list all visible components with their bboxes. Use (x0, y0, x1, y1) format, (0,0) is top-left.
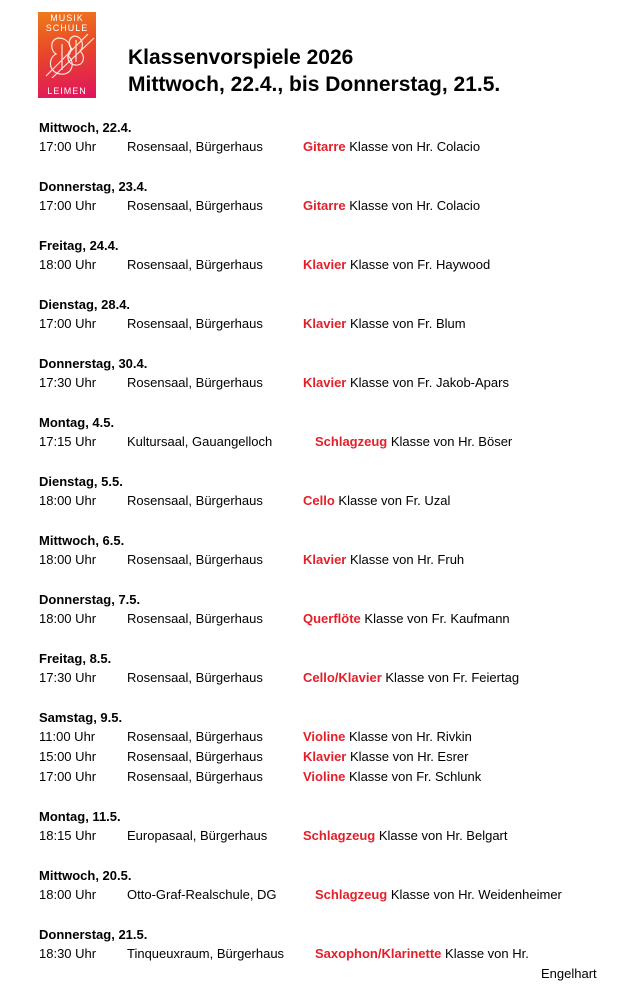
event-time: 18:30 Uhr (39, 946, 97, 961)
instrument-label: Klavier (303, 749, 347, 764)
event-row (39, 668, 619, 688)
instrument-label: Klavier (303, 316, 347, 331)
class-teacher: Klasse von Fr. Jakob-Apars (350, 375, 509, 390)
instrument-label: Cello (303, 493, 335, 508)
event-venue: Rosensaal, Bürgerhaus (127, 139, 263, 154)
event-row (39, 767, 619, 787)
event-venue: Rosensaal, Bürgerhaus (127, 749, 263, 764)
class-teacher: Klasse von Fr. Feiertag (385, 670, 520, 685)
event-venue: Rosensaal, Bürgerhaus (127, 316, 263, 331)
schedule-list (39, 118, 619, 984)
event-time: 17:00 Uhr (39, 139, 97, 154)
day-heading: Donnerstag, 21.5. (39, 927, 148, 942)
music-school-logo (38, 12, 96, 98)
schedule-day (39, 925, 619, 964)
day-heading: Mittwoch, 6.5. (39, 533, 125, 548)
logo-line-leimen: LEIMEN (47, 86, 87, 96)
event-time: 17:00 Uhr (39, 769, 97, 784)
instrument-label: Klavier (303, 257, 347, 272)
event-row (39, 373, 619, 393)
class-teacher: Klasse von Fr. Haywood (350, 257, 491, 272)
class-teacher: Klasse von Hr. Weidenheimer (390, 887, 562, 902)
violin-graphic-icon (38, 34, 96, 78)
day-heading: Donnerstag, 7.5. (39, 592, 141, 607)
event-description (303, 747, 469, 767)
day-heading: Freitag, 8.5. (39, 651, 112, 666)
event-time: 18:00 Uhr (39, 887, 97, 902)
schedule-day (39, 354, 619, 393)
day-heading: Dienstag, 28.4. (39, 297, 131, 312)
schedule-day (39, 413, 619, 452)
instrument-label: Saxophon/Klarinette (315, 946, 442, 961)
schedule-day (39, 295, 619, 334)
class-teacher: Klasse von Hr. (445, 946, 529, 961)
day-heading: Donnerstag, 23.4. (39, 179, 148, 194)
page-title (128, 44, 500, 98)
event-time: 17:30 Uhr (39, 375, 97, 390)
event-row (39, 314, 619, 334)
event-time: 17:00 Uhr (39, 198, 97, 213)
class-teacher: Klasse von Hr. Rivkin (349, 729, 472, 744)
day-heading: Dienstag, 5.5. (39, 474, 123, 489)
class-teacher: Klasse von Fr. Uzal (338, 493, 451, 508)
class-teacher: Klasse von Hr. Colacio (349, 198, 481, 213)
event-venue: Europasaal, Bürgerhaus (127, 828, 268, 843)
event-row (39, 727, 619, 747)
class-teacher: Klasse von Hr. Fruh (350, 552, 465, 567)
event-row (39, 944, 619, 964)
event-time: 18:00 Uhr (39, 611, 97, 626)
logo-line-musik: MUSIK (50, 13, 84, 23)
schedule-day (39, 531, 619, 570)
event-description (303, 255, 490, 275)
instrument-label: Schlagzeug (315, 434, 388, 449)
event-venue: Rosensaal, Bürgerhaus (127, 611, 263, 626)
event-description (303, 668, 519, 688)
schedule-day (39, 866, 619, 905)
day-heading: Samstag, 9.5. (39, 710, 123, 725)
class-teacher: Klasse von Hr. Böser (390, 434, 513, 449)
event-venue: Otto-Graf-Realschule, DG (127, 887, 277, 902)
schedule-day (39, 118, 619, 157)
day-heading: Montag, 4.5. (39, 415, 115, 430)
schedule-day (39, 708, 619, 787)
event-description (303, 137, 480, 157)
instrument-label: Cello/Klavier (303, 670, 382, 685)
event-time: 18:15 Uhr (39, 828, 97, 843)
event-description (315, 885, 562, 905)
instrument-label: Violine (303, 729, 346, 744)
logo-line-schule: SCHULE (45, 23, 89, 33)
class-teacher: Klasse von Fr. Kaufmann (364, 611, 510, 626)
event-description (315, 944, 529, 964)
event-description (303, 550, 464, 570)
event-venue: Rosensaal, Bürgerhaus (127, 493, 263, 508)
event-venue: Rosensaal, Bürgerhaus (127, 257, 263, 272)
day-heading: Freitag, 24.4. (39, 238, 119, 253)
title-line-2: Mittwoch, 22.4., bis Donnerstag, 21.5. (128, 73, 501, 96)
event-venue: Rosensaal, Bürgerhaus (127, 552, 263, 567)
instrument-label: Schlagzeug (303, 828, 376, 843)
class-teacher: Klasse von Fr. Blum (350, 316, 466, 331)
instrument-label: Gitarre (303, 198, 346, 213)
event-venue: Tinqueuxraum, Bürgerhaus (127, 946, 285, 961)
event-time: 18:00 Uhr (39, 552, 97, 567)
continuation-line: Engelhart (541, 966, 597, 981)
event-time: 11:00 Uhr (39, 729, 96, 744)
event-venue: Rosensaal, Bürgerhaus (127, 198, 263, 213)
event-time: 17:30 Uhr (39, 670, 97, 685)
instrument-label: Violine (303, 769, 346, 784)
event-time: 15:00 Uhr (39, 749, 97, 764)
event-venue: Rosensaal, Bürgerhaus (127, 670, 263, 685)
schedule-day (39, 177, 619, 216)
event-time: 17:15 Uhr (39, 434, 97, 449)
event-description (315, 432, 512, 452)
instrument-label: Schlagzeug (315, 887, 388, 902)
event-description (303, 767, 481, 787)
event-description (303, 314, 466, 334)
schedule-day (39, 472, 619, 511)
event-time: 18:00 Uhr (39, 257, 97, 272)
event-venue: Rosensaal, Bürgerhaus (127, 729, 263, 744)
event-description (303, 727, 472, 747)
event-description (303, 826, 508, 846)
event-row (39, 137, 619, 157)
event-venue: Rosensaal, Bürgerhaus (127, 375, 263, 390)
event-row (39, 491, 619, 511)
class-teacher: Klasse von Hr. Esrer (350, 749, 469, 764)
title-line-1: Klassenvorspiele 2026 (128, 46, 354, 69)
schedule-day (39, 590, 619, 629)
event-venue: Rosensaal, Bürgerhaus (127, 769, 263, 784)
schedule-day (39, 649, 619, 688)
event-row (39, 196, 619, 216)
event-row (39, 826, 619, 846)
instrument-label: Gitarre (303, 139, 346, 154)
event-venue: Kultursaal, Gauangelloch (127, 434, 273, 449)
event-time: 17:00 Uhr (39, 316, 97, 331)
event-row (39, 885, 619, 905)
event-description (303, 373, 509, 393)
day-heading: Mittwoch, 20.5. (39, 868, 132, 883)
day-heading: Donnerstag, 30.4. (39, 356, 148, 371)
instrument-label: Klavier (303, 552, 347, 567)
day-heading: Montag, 11.5. (39, 809, 121, 824)
instrument-label: Klavier (303, 375, 347, 390)
class-teacher: Klasse von Fr. Schlunk (349, 769, 482, 784)
event-description (303, 609, 510, 629)
event-row (39, 432, 619, 452)
event-row (39, 255, 619, 275)
instrument-label: Querflöte (303, 611, 361, 626)
schedule-day (39, 236, 619, 275)
event-description (303, 491, 450, 511)
class-teacher: Klasse von Hr. Belgart (378, 828, 508, 843)
event-row (39, 609, 619, 629)
day-heading: Mittwoch, 22.4. (39, 120, 132, 135)
event-description (303, 196, 480, 216)
event-time: 18:00 Uhr (39, 493, 97, 508)
class-teacher: Klasse von Hr. Colacio (349, 139, 481, 154)
schedule-day (39, 807, 619, 846)
logo-text-top (38, 13, 96, 33)
event-row (39, 747, 619, 767)
event-row (39, 550, 619, 570)
